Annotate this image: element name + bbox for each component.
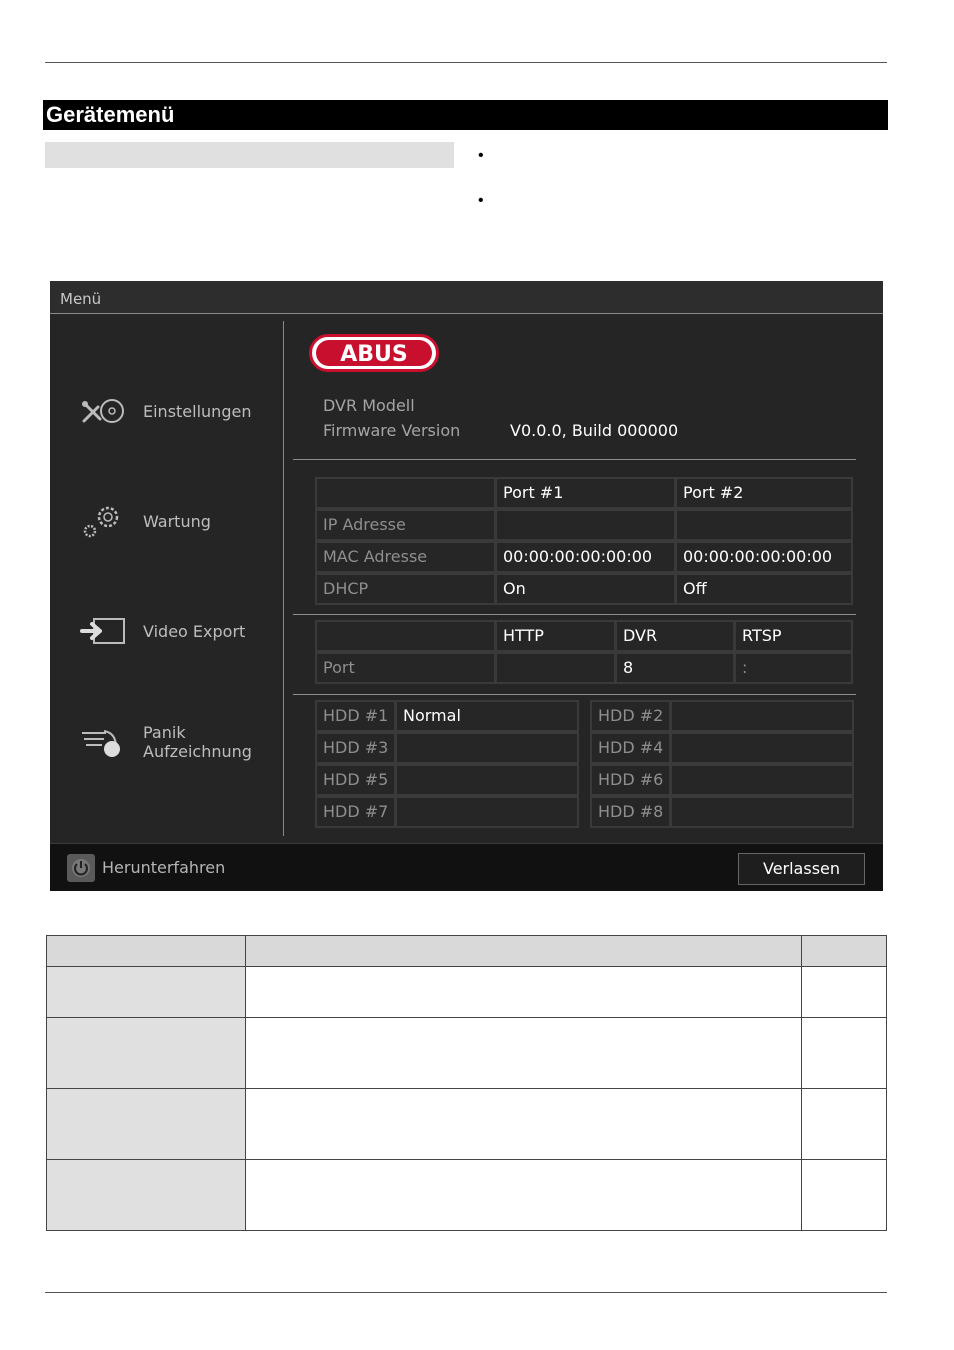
dvr-menu-window: [50, 281, 883, 891]
hdd7-label: HDD #7: [315, 796, 396, 828]
power-icon: [67, 854, 95, 882]
mac-address-port2: 00:00:00:00:00:00: [675, 541, 853, 573]
shutdown-button[interactable]: [67, 854, 95, 882]
tools-disc-icon: [80, 391, 128, 431]
divider: [293, 694, 856, 695]
sidebar-label-panik: Panik: [143, 723, 186, 742]
bottom-rule: [45, 1292, 887, 1293]
firmware-value: V0.0.0, Build 000000: [510, 421, 679, 440]
dhcp-port1: On: [495, 573, 676, 605]
hdd7-status: [395, 796, 579, 828]
port-rtsp-value: :: [734, 652, 853, 684]
bullet: •: [478, 192, 484, 209]
table-row: [47, 1160, 887, 1231]
dvr-model-label: DVR Modell: [323, 396, 415, 415]
port-header-http: HTTP: [495, 620, 616, 652]
hdd8-label: HDD #8: [590, 796, 671, 828]
description-table: [46, 935, 887, 1231]
bullet: •: [478, 147, 484, 164]
hdd1-status: Normal: [395, 700, 579, 732]
sidebar-label-einstellungen: Einstellungen: [143, 402, 252, 421]
hdd8-status: [670, 796, 854, 828]
sidebar-label-aufzeichnung: Aufzeichnung: [143, 742, 252, 761]
abus-logo: [309, 334, 439, 372]
dhcp-port2: Off: [675, 573, 853, 605]
shutdown-label[interactable]: Herunterfahren: [102, 858, 226, 877]
sidebar-item-panik-aufzeichnung[interactable]: [80, 721, 280, 771]
hdd4-label: HDD #4: [590, 732, 671, 764]
sidebar-item-einstellungen[interactable]: [80, 391, 280, 441]
ip-address-port1: [495, 509, 676, 541]
mac-address-label: MAC Adresse: [315, 541, 496, 573]
hdd6-label: HDD #6: [590, 764, 671, 796]
port-dvr-value: 8: [615, 652, 735, 684]
panic-record-icon: [80, 721, 128, 761]
port-label: Port: [315, 652, 496, 684]
hdd3-label: HDD #3: [315, 732, 396, 764]
mac-address-port1: 00:00:00:00:00:00: [495, 541, 676, 573]
firmware-label: Firmware Version: [323, 421, 461, 440]
gears-icon: [80, 501, 128, 541]
ip-address-label: IP Adresse: [315, 509, 496, 541]
logo-text: ABUS: [340, 342, 408, 367]
sidebar-divider: [283, 321, 284, 836]
port-header-rtsp: RTSP: [734, 620, 853, 652]
hdd2-label: HDD #2: [590, 700, 671, 732]
hdd5-status: [395, 764, 579, 796]
export-arrow-icon: [80, 611, 128, 651]
divider: [293, 614, 856, 615]
ip-address-port2: [675, 509, 853, 541]
hdd5-label: HDD #5: [315, 764, 396, 796]
window-title: Menü: [60, 290, 102, 308]
divider: [293, 459, 856, 460]
exit-button[interactable]: Verlassen: [738, 853, 865, 885]
section-title: Gerätemenü: [43, 100, 888, 130]
table-row: [47, 1089, 887, 1160]
hdd6-status: [670, 764, 854, 796]
port-header-empty: [315, 620, 496, 652]
window-footer: [50, 843, 883, 891]
dhcp-label: DHCP: [315, 573, 496, 605]
subheading-bar: [45, 142, 454, 168]
window-titlebar: [50, 281, 883, 314]
network-header-empty: [315, 477, 496, 509]
hdd4-status: [670, 732, 854, 764]
table-header-row: [47, 936, 887, 967]
table-row: [47, 1018, 887, 1089]
port-header-dvr: DVR: [615, 620, 735, 652]
top-rule: [45, 62, 887, 63]
hdd2-status: [670, 700, 854, 732]
table-row: [47, 967, 887, 1018]
port-http-value: [495, 652, 616, 684]
sidebar-label-wartung: Wartung: [143, 512, 211, 531]
hdd3-status: [395, 732, 579, 764]
sidebar-item-wartung[interactable]: [80, 501, 280, 551]
sidebar-label-video-export: Video Export: [143, 622, 246, 641]
sidebar-item-video-export[interactable]: [80, 611, 280, 661]
hdd1-label: HDD #1: [315, 700, 396, 732]
network-header-port1: Port #1: [495, 477, 676, 509]
network-header-port2: Port #2: [675, 477, 853, 509]
